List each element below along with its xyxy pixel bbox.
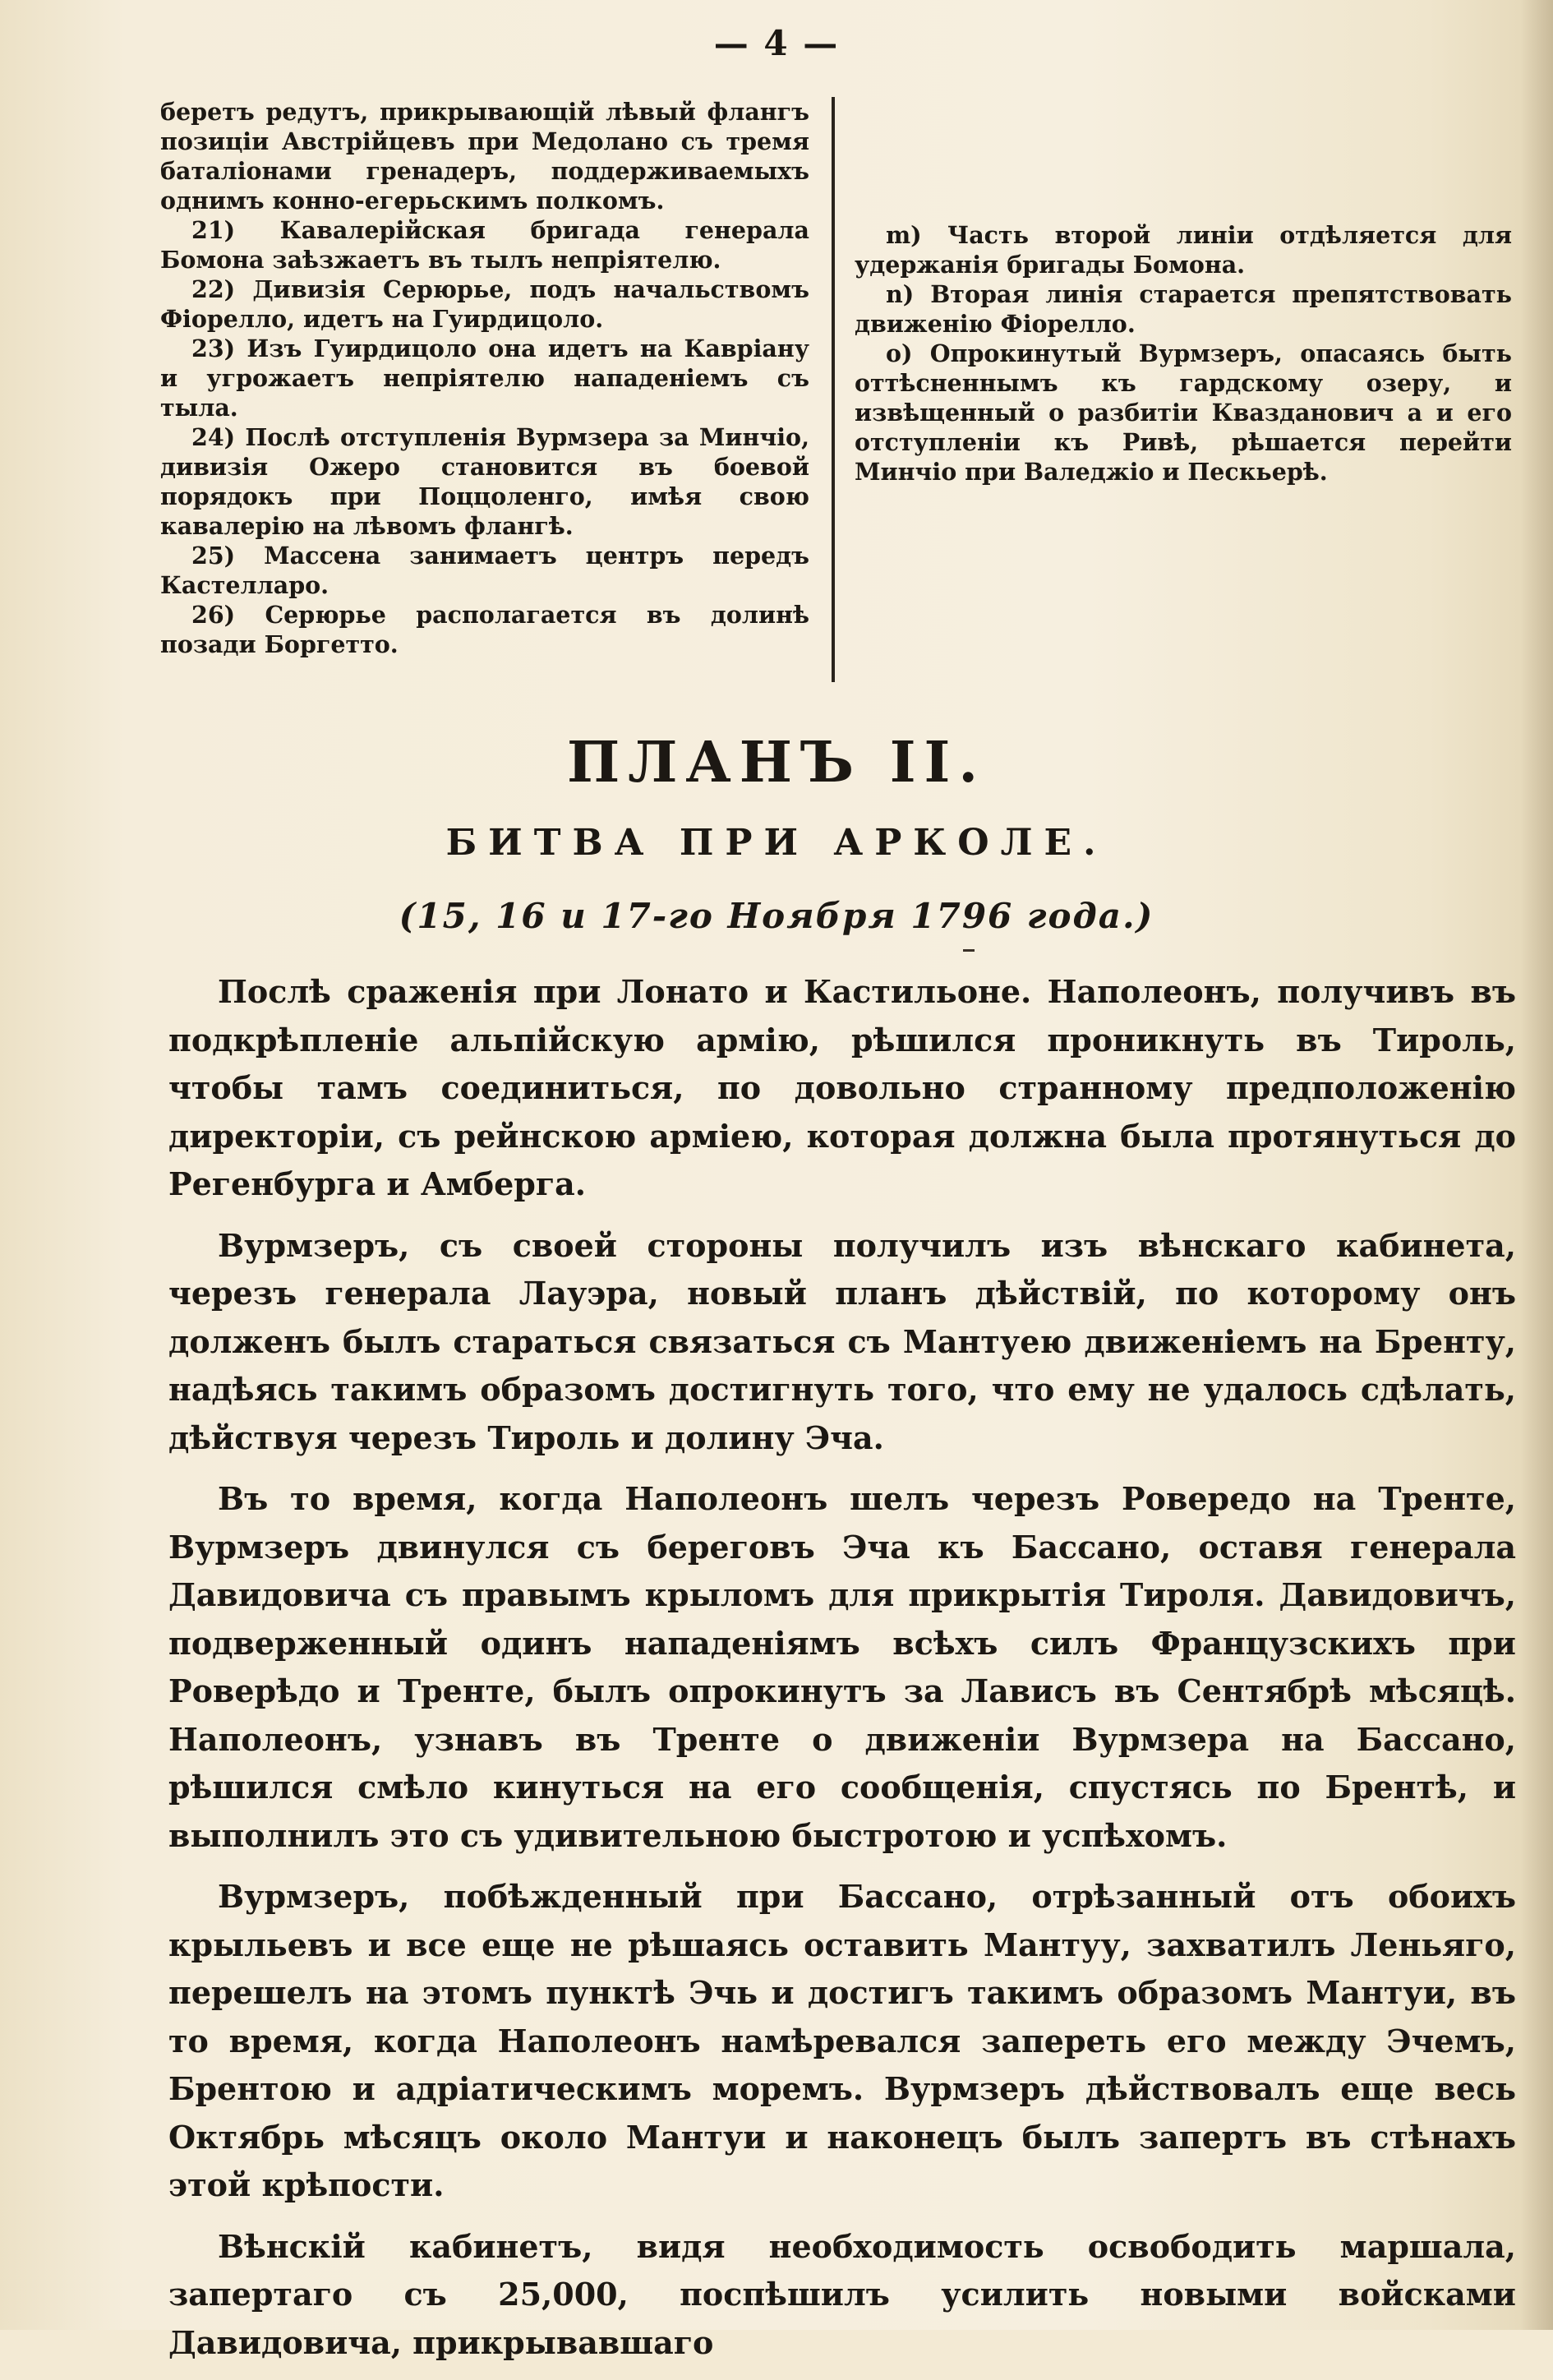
date-line: (15, 16 и 17-го Ноября 1796 года.) xyxy=(399,896,1154,936)
right-column xyxy=(855,220,1512,487)
main-paragraph: Вурмзеръ, съ своей стороны получилъ изъ вѣнскаго кабинета, черезъ генерала Лауэра, новый планъ дѣйствій, по которому онъ долженъ былъ стараться связаться съ Мантуею движеніемъ на Бренту, надѣясь такимъ образомъ достигнуть того, что ему не удалось сдѣлать, дѣйствуя черезъ Тироль и долину Эча. xyxy=(168,1226,1516,1456)
left-paragraph: 23) Изъ Гуирдицоло она идетъ на Каврiану и угрожаетъ непріятелю нападеніемъ съ тыла. xyxy=(160,334,809,422)
page-number: — 4 — xyxy=(713,23,840,63)
battle-title: БИТВА ПРИ АРКОЛЕ. xyxy=(445,822,1108,864)
column-divider xyxy=(832,97,835,682)
left-paragraph: 24) Послѣ отступленія Вурмзера за Минчіо, дивизія Ожеро становится въ боевой порядокъ при Поццоленго, имѣя свою кавалерію на лѣвомъ флангѣ. xyxy=(160,423,809,540)
plan-title: ПЛАНЪ II. xyxy=(567,730,986,796)
main-text xyxy=(168,968,1516,2380)
left-paragraph: 25) Массена занимаетъ центръ передъ Кастелларо. xyxy=(160,542,809,599)
main-paragraph: Вурмзеръ, побѣжденный при Бассано, отрѣзанный отъ обоихъ крыльевъ и все еще не рѣшаясь оставить Мантуу, захватилъ Леньяго, перешелъ на этомъ пунктѣ Эчь и достигъ такимъ образомъ Мантуи, въ то время, когда Наполеонъ намѣревался запереть его между Эчемъ, Брентою и адріатическимъ моремъ. Вурмзеръ дѣйствовалъ еще весь Октябрь мѣсяцъ около Мантуи и наконецъ былъ запертъ въ стѣнахъ этой крѣпости. xyxy=(168,1878,1516,2203)
right-paragraph: o) Опрокинутый Вурмзеръ, опасаясь быть оттѣсненнымъ къ гардскому озеру, и извѣщенный о разбитіи Квазданович а и его отступленіи къ Ривѣ, рѣшается перейти Минчіо при Валеджіо и Пескьерѣ. xyxy=(855,339,1512,486)
right-paragraph: n) Вторая линія старается препятствовать движенію Фіорелло. xyxy=(855,280,1512,338)
left-paragraph: 21) Кавалерійская бригада генерала Бомона заѣзжаетъ въ тылъ непріятелю. xyxy=(160,216,809,274)
left-paragraph: беретъ редутъ, прикрывающій лѣвый флангъ позиціи Австрійцевъ при Медолано съ тремя баталіонами гренадеръ, поддерживаемыхъ однимъ конно-егерьскимъ полкомъ. xyxy=(160,98,809,214)
main-paragraph: Въ то время, когда Наполеонъ шелъ черезъ Ровередо на Тренте, Вурмзеръ двинулся съ береговъ Эча къ Бассано, оставя генерала Давидовича съ правымъ крыломъ для прикрытія Тироля. Давидовичъ, подверженный одинъ нападеніямъ всѣхъ силъ Французскихъ при Роверѣдо и Тренте, былъ опрокинутъ за Лависъ въ Сентябрѣ мѣсяцѣ. Наполеонъ, узнавъ въ Тренте о движеніи Вурмзера на Бассано, рѣшился смѣло кинуться на его сообщенія, спустясь по Брентѣ, и выполнилъ это съ удивительною быстротою и успѣхомъ. xyxy=(168,1480,1516,1854)
main-paragraph: Послѣ сраженія при Лонато и Кастильоне. Наполеонъ, получивъ въ подкрѣпленіе альпійскую армію, рѣшился проникнуть въ Тироль, чтобы тамъ соединиться, по довольно странному предположенію директоріи, съ рейнскою арміею, которая должна была протянуться до Регенбурга и Амберга. xyxy=(168,973,1516,1202)
print-mark xyxy=(963,949,975,952)
left-column xyxy=(160,97,809,659)
left-paragraph: 26) Серюрье располагается въ долинѣ позади Боргетто. xyxy=(160,601,809,658)
right-paragraph: m) Часть второй линіи отдѣляется для удержанія бригады Бомона. xyxy=(855,221,1512,279)
left-paragraph: 22) Дивизія Серюрье, подъ начальствомъ Фіорелло, идетъ на Гуирдицоло. xyxy=(160,275,809,333)
page-edge-shadow xyxy=(1520,0,1553,2330)
main-paragraph: Вѣнскій кабинетъ, видя необходимость освободить маршала, запертаго съ 25,000, поспѣшилъ усилить новыми войсками Давидовича, прикрывавшаго xyxy=(168,2227,1516,2361)
